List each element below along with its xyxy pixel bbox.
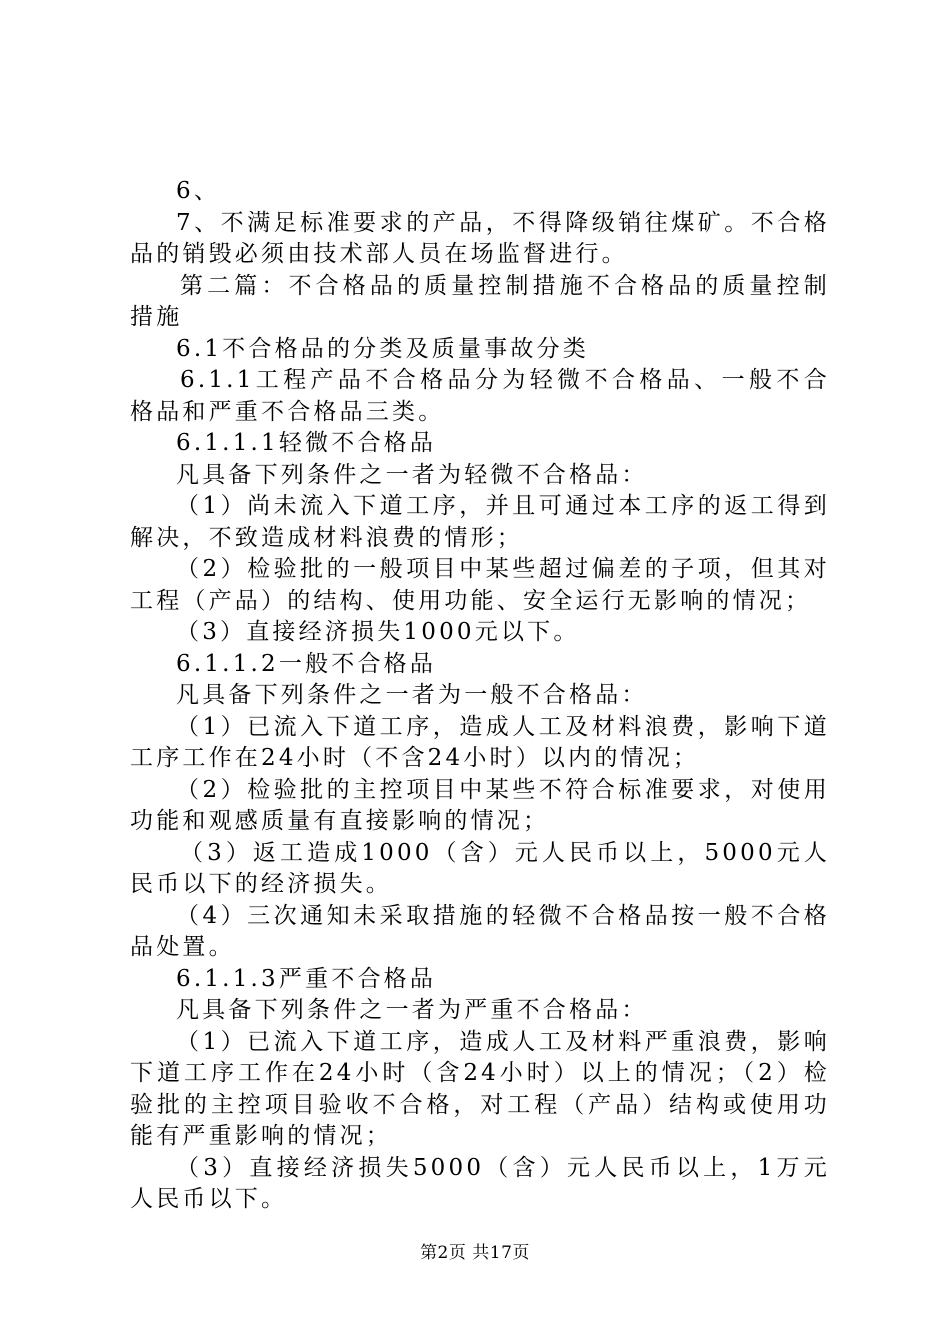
list-item-minor-2: （2）检验批的一般项目中某些超过偏差的子项，但其对工程（产品）的结构、使用功能、安全运行无影响的情况；: [130, 556, 830, 614]
list-item-minor-3: （3）直接经济损失1000元以下。: [176, 619, 580, 645]
page-number-label: 第2页 共17页: [420, 1243, 530, 1263]
paragraph-minor-criteria-intro: 凡具备下列条件之一者为轻微不合格品：: [176, 461, 648, 488]
list-item-general-4: （4）三次通知未采取措施的轻微不合格品按一般不合格品处置。: [130, 902, 830, 960]
subheading-6-1-1-3: 6.1.1.3严重不合格品: [176, 965, 437, 992]
section-heading-part-two: 第二篇：不合格品的质量控制措施不合格品的质量控制措施: [130, 272, 830, 330]
list-item-severe-3: （3）直接经济损失5000（含）元人民币以上，1万元人民币以下。: [130, 1154, 830, 1212]
section-heading-6-1: 6.1不合格品的分类及质量事故分类: [176, 335, 589, 362]
paragraph-item-6: 6、: [176, 178, 221, 204]
paragraph-item-7: 7、不满足标准要求的产品，不得降级销往煤矿。不合格品的销毁必须由技术部人员在场监督进行。: [130, 209, 830, 267]
subheading-6-1-1-2: 6.1.1.2一般不合格品: [176, 650, 437, 677]
list-item-severe-1-2: （1）已流入下道工序，造成人工及材料严重浪费，影响下道工序工作在24小时（含24小时）以上的情况；（2）检验批的主控项目验收不合格，对工程（产品）结构或使用功能有严重影响的情况；: [130, 1028, 830, 1149]
list-item-minor-1: （1）尚未流入下道工序，并且可通过本工序的返工得到解决，不致造成材料浪费的情形；: [130, 493, 830, 551]
paragraph-general-criteria-intro: 凡具备下列条件之一者为一般不合格品：: [176, 682, 648, 708]
list-item-general-1: （1）已流入下道工序，造成人工及材料浪费，影响下道工序工作在24小时（不含24小时）以内的情况；: [130, 713, 830, 771]
paragraph-6-1-1: 6.1.1工程产品不合格品分为轻微不合格品、一般不合格品和严重不合格品三类。: [130, 367, 830, 425]
list-item-general-3: （3）返工造成1000（含）元人民币以上，5000元人民币以下的经济损失。: [130, 839, 830, 897]
page-footer: [0, 1242, 950, 1264]
paragraph-severe-criteria-intro: 凡具备下列条件之一者为严重不合格品：: [176, 997, 648, 1023]
subheading-6-1-1-1: 6.1.1.1轻微不合格品: [176, 430, 437, 456]
document-body: [130, 176, 830, 1216]
list-item-general-2: （2）检验批的主控项目中某些不符合标准要求，对使用功能和观感质量有直接影响的情况；: [130, 776, 830, 834]
